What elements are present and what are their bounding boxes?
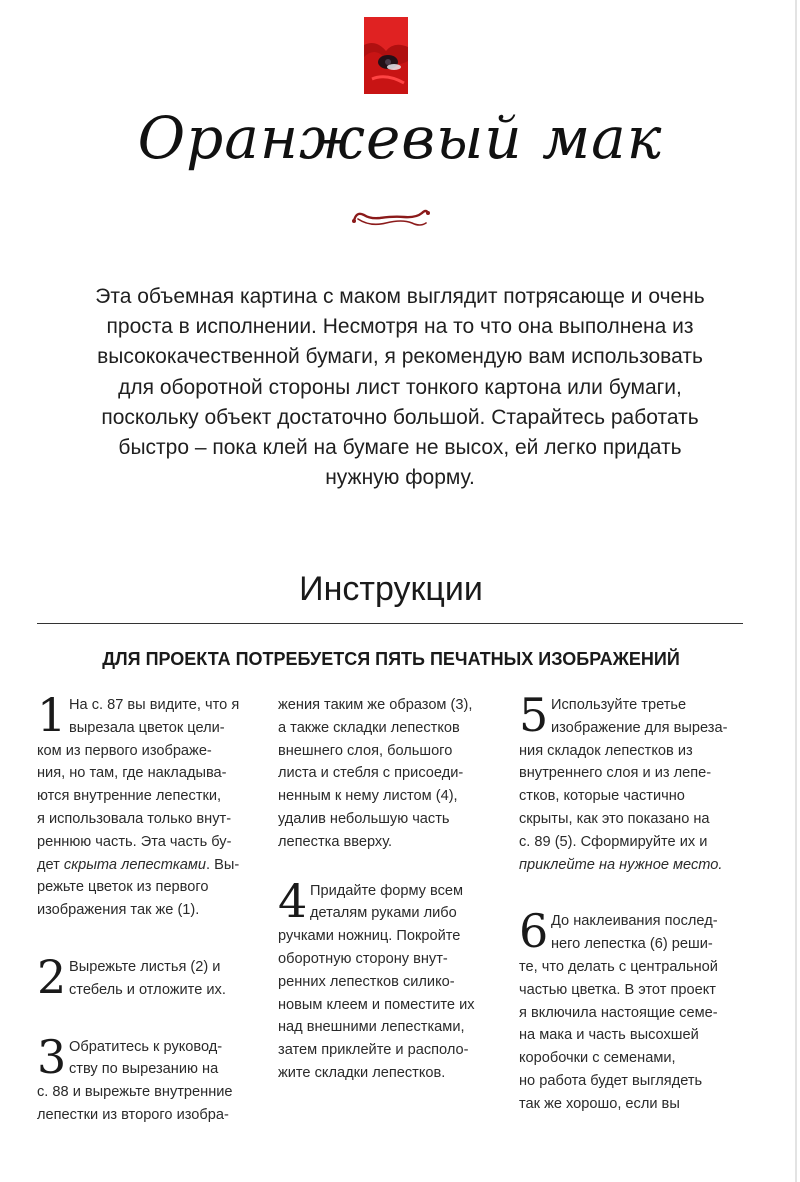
step-line: так же хорошо, если вы [519, 1095, 680, 1112]
column-2 [278, 694, 510, 1085]
step-text: . Вы- [206, 856, 240, 873]
step-line: ручками ножниц. Покройте [278, 928, 461, 945]
step-line: частью цветка. В этот проект [519, 981, 716, 998]
step-line: Используйте третье [551, 697, 687, 713]
step-number: 5 [519, 688, 549, 742]
step-line: изображение для выреза- [551, 719, 728, 736]
step-number: 3 [37, 1029, 67, 1084]
step-line: лепестка вверху. [278, 833, 393, 850]
step-1 [37, 688, 267, 922]
step-line: но работа будет выглядеть [519, 1072, 703, 1089]
step-line: Обратитесь к руковод- [69, 1038, 223, 1055]
step-line: удалив небольшую часть [278, 810, 450, 827]
divider [37, 623, 743, 624]
column-1 [37, 688, 267, 1127]
step-line: я использовала только внут- [37, 810, 232, 827]
step-number: 1 [37, 688, 67, 742]
step-line [37, 854, 267, 877]
step-line: ния складок лепестков из [519, 742, 693, 759]
step-line: внутреннего слоя и из лепе- [519, 765, 712, 782]
step-line: я включила настоящие семе- [519, 1004, 718, 1021]
step-line: над внешними лепестками, [278, 1019, 465, 1036]
step-line: изображения так же (1). [37, 902, 200, 919]
step-line: реннюю часть. Эта часть бу- [37, 833, 232, 850]
step-line: жения таким же образом (3), [278, 697, 473, 713]
subheading: ДЛЯ ПРОЕКТА ПОТРЕБУЕТСЯ ПЯТЬ ПЕЧАТНЫХ ИЗОБРАЖЕНИЙ [102, 649, 680, 669]
step-line: затем приклейте и располо- [278, 1042, 469, 1059]
step-line: лепестки из второго изобра- [37, 1106, 229, 1123]
step-line: новым клеем и поместите их [278, 996, 475, 1013]
step-text-italic: скрыта лепестками [63, 856, 207, 873]
step-line: с. 89 (5). Сформируйте их и [519, 833, 708, 850]
step-line: ству по вырезанию на [69, 1061, 219, 1078]
step-line: ком из первого изображе- [37, 742, 212, 759]
step-line: До наклеивания послед- [551, 913, 718, 930]
intro-line: поскольку объект достаточно большой. Старайтесь работать [101, 405, 699, 429]
page-edge [795, 0, 797, 1182]
step-line: него лепестка (6) реши- [551, 936, 713, 953]
step-line: оборотную сторону внут- [278, 950, 448, 967]
step-number: 6 [519, 904, 549, 959]
section-title: Инструкции [299, 570, 483, 608]
intro-line: проста в исполнении. Несмотря на то что она выполнена из [106, 315, 694, 339]
step-4 [278, 873, 510, 1085]
step-line: приклейте на нужное место. [519, 856, 723, 873]
step-line: ются внутренние лепестки, [37, 788, 222, 805]
step-line: вырезала цветок цели- [69, 719, 225, 736]
step-line: деталям руками либо [310, 905, 457, 922]
step-line: стебель и отложите их. [69, 981, 226, 998]
step-line: листа и стебля с присоеди- [278, 765, 464, 782]
step-line: ния, но там, где накладыва- [37, 765, 227, 782]
step-line: ренних лепестков силико- [278, 973, 455, 990]
intro-paragraph [20, 282, 780, 493]
step-line: жите складки лепестков. [278, 1064, 446, 1081]
step-number: 4 [278, 873, 308, 928]
step-line: стков, которые частично [519, 788, 685, 805]
step-line: внешнего слоя, большого [278, 742, 453, 759]
step-line: а также складки лепестков [278, 719, 460, 736]
intro-line: нужную форму. [325, 466, 475, 490]
step-line: ненным к нему листом (4), [278, 788, 458, 805]
intro-line: высококачественной бумаги, я рекомендую вам использовать [97, 345, 703, 369]
step-line: На с. 87 вы видите, что я [69, 697, 240, 713]
step-line: коробочки с семенами, [519, 1050, 676, 1067]
step-line: те, что делать с центральной [519, 958, 718, 975]
step-5 [519, 688, 759, 876]
step-2 [37, 949, 267, 1004]
step-line: Придайте форму всем [310, 882, 464, 899]
page-title: Оранжевый мак [137, 104, 663, 172]
step-line: режьте цветок из первого [37, 879, 209, 896]
step-3 [37, 1029, 267, 1127]
intro-line: Эта объемная картина с маком выглядит потрясающе и очень [95, 285, 705, 308]
step-number: 2 [37, 949, 67, 1004]
intro-line: для оборотной стороны лист тонкого картона или бумаги, [118, 375, 682, 399]
step-text: дет [37, 856, 64, 873]
step-line: скрыты, как это показано на [519, 810, 710, 827]
column-3 [519, 688, 759, 1116]
step-line: на мака и часть высохшей [519, 1027, 699, 1044]
step-6 [519, 904, 759, 1115]
intro-line: быстро – пока клей на бумаге не высох, ей легко придать [118, 436, 682, 460]
swirl-ornament-icon [350, 205, 432, 231]
step-line: Вырежьте листья (2) и [69, 958, 221, 975]
step-line: с. 88 и вырежьте внутренние [37, 1084, 233, 1101]
poppy-thumbnail [364, 17, 408, 94]
